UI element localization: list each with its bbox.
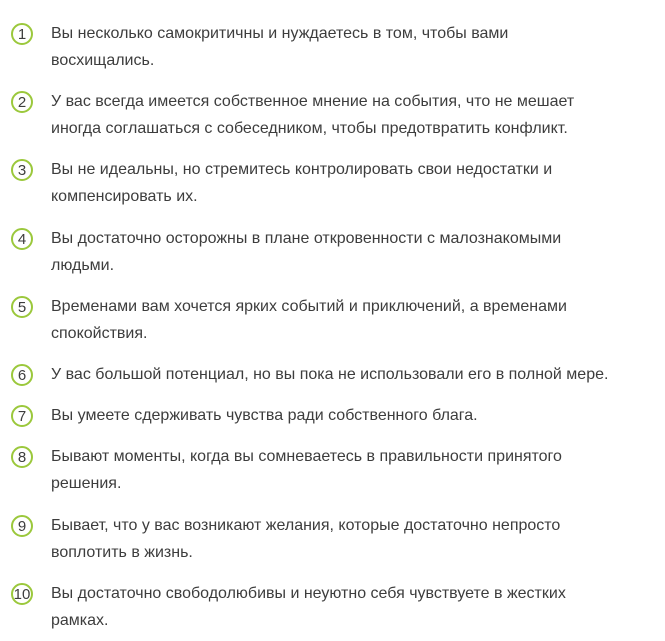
item-text-line: спокойствия.: [51, 325, 148, 342]
item-text-line: Бывает, что у вас возникают желания, которые достаточно непросто: [51, 517, 561, 534]
item-text: [51, 225, 661, 279]
item-text: [51, 20, 661, 74]
item-text: [51, 361, 661, 388]
item-text: [51, 512, 661, 566]
item-text: [51, 156, 661, 210]
item-text-line: Бывают моменты, когда вы сомневаетесь в правильности принятого: [51, 448, 562, 465]
item-text: [51, 402, 661, 429]
item-number-badge: 6: [11, 364, 33, 386]
item-text-line: У вас большой потенциал, но вы пока не использовали его в полной мере.: [51, 366, 609, 383]
item-number-badge: 8: [11, 446, 33, 468]
item-number-badge: 7: [11, 405, 33, 427]
item-text-line: Вы достаточно свободолюбивы и неуютно себя чувствуете в жестких: [51, 585, 566, 602]
item-text: [51, 88, 661, 142]
item-text-line: Временами вам хочется ярких событий и приключений, а временами: [51, 298, 567, 315]
item-text-line: Вы умеете сдерживать чувства ради собственного блага.: [51, 407, 478, 424]
item-text-line: решения.: [51, 475, 122, 492]
item-number-badge: 10: [11, 583, 33, 605]
item-text: [51, 580, 661, 634]
item-text-line: рамках.: [51, 612, 109, 629]
item-number-badge: 5: [11, 296, 33, 318]
item-text-line: Вы достаточно осторожны в плане откровенности с малознакомыми: [51, 230, 562, 247]
item-text-line: воплотить в жизнь.: [51, 544, 193, 561]
item-text: [51, 443, 661, 497]
item-text-line: компенсировать их.: [51, 188, 198, 205]
item-text-line: иногда соглашаться с собеседником, чтобы предотвратить конфликт.: [51, 120, 568, 137]
item-text-line: восхищались.: [51, 52, 155, 69]
item-text-line: Вы несколько самокритичны и нуждаетесь в том, чтобы вами: [51, 25, 509, 42]
item-number-badge: 2: [11, 91, 33, 113]
item-text-line: У вас всегда имеется собственное мнение на события, что не мешает: [51, 93, 575, 110]
item-text: [51, 293, 661, 347]
item-number-badge: 1: [11, 23, 33, 45]
item-text-line: людьми.: [51, 257, 115, 274]
item-number-badge: 4: [11, 228, 33, 250]
item-number-badge: 9: [11, 515, 33, 537]
item-text-line: Вы не идеальны, но стремитесь контролировать свои недостатки и: [51, 161, 553, 178]
item-number-badge: 3: [11, 159, 33, 181]
